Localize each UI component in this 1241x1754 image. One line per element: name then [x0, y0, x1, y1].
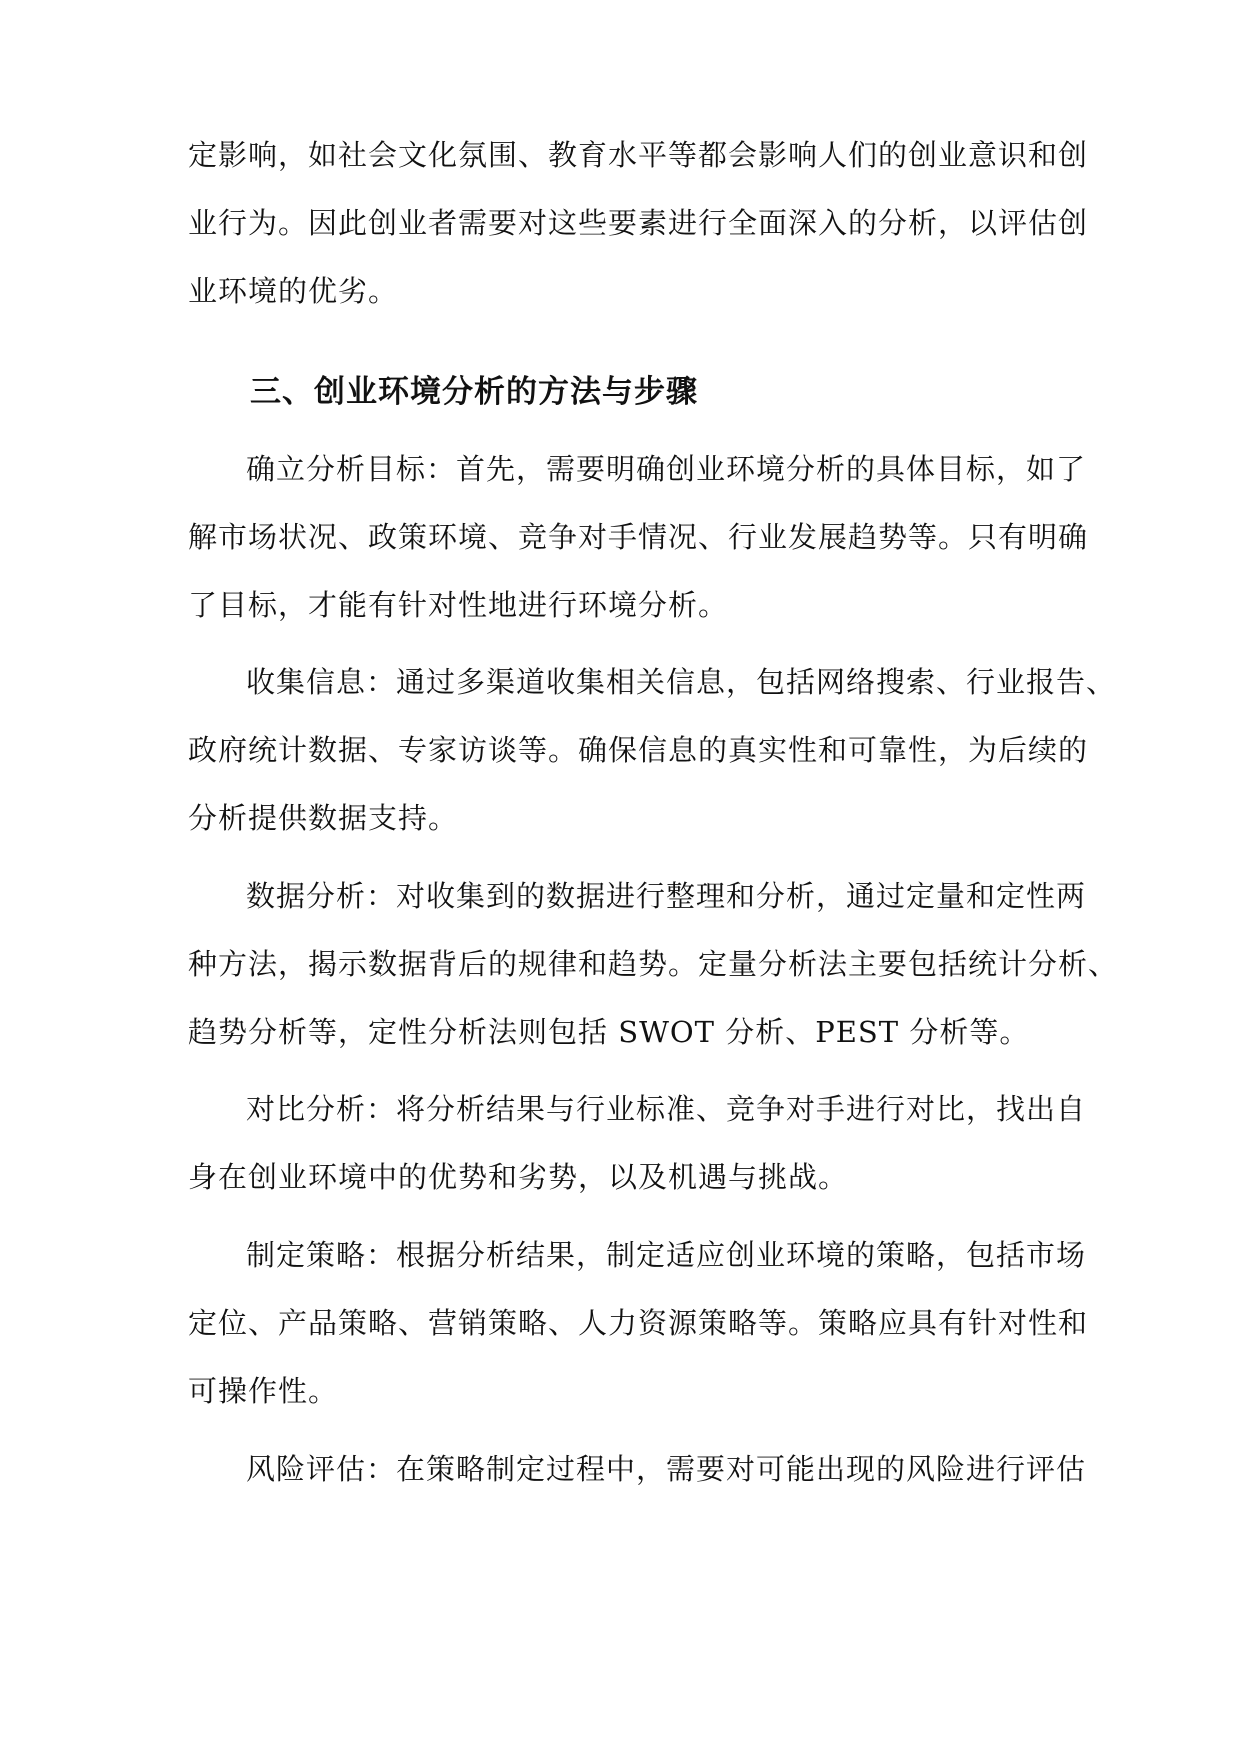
intro-line-1: 定影响，如社会文化氛围、教育水平等都会影响人们的创业意识和创	[188, 138, 1089, 172]
intro-line-3: 业环境的优劣。	[188, 274, 399, 308]
paragraph-goal-line-2: 解市场状况、政策环境、竞争对手情况、行业发展趋势等。只有明确	[188, 520, 1089, 554]
paragraph-strategy-line-2: 定位、产品策略、营销策略、人力资源策略等。策略应具有针对性和	[188, 1306, 1089, 1340]
paragraph-collect-line-3: 分析提供数据支持。	[188, 801, 459, 835]
paragraph-compare-line-1: 对比分析：将分析结果与行业标准、竞争对手进行对比，找出自	[246, 1092, 1087, 1126]
paragraph-strategy-line-3: 可操作性。	[188, 1374, 339, 1408]
paragraph-goal-line-3: 了目标，才能有针对性地进行环境分析。	[188, 588, 729, 622]
paragraph-goal-line-1: 确立分析目标：首先，需要明确创业环境分析的具体目标，如了	[246, 452, 1087, 486]
paragraph-collect-line-2: 政府统计数据、专家访谈等。确保信息的真实性和可靠性，为后续的	[188, 733, 1089, 767]
paragraph-strategy-line-1: 制定策略：根据分析结果，制定适应创业环境的策略，包括市场	[246, 1238, 1087, 1272]
paragraph-data-line-3: 趋势分析等，定性分析法则包括 SWOT 分析、PEST 分析等。	[188, 1015, 1030, 1049]
section-heading: 三、创业环境分析的方法与步骤	[250, 374, 698, 410]
paragraph-compare-line-2: 身在创业环境中的优势和劣势，以及机遇与挑战。	[188, 1160, 849, 1194]
paragraph-risk-line-1: 风险评估：在策略制定过程中，需要对可能出现的风险进行评估	[246, 1452, 1087, 1486]
paragraph-collect-line-1: 收集信息：通过多渠道收集相关信息，包括网络搜索、行业报告、	[246, 665, 1117, 699]
intro-line-2: 业行为。因此创业者需要对这些要素进行全面深入的分析，以评估创	[188, 206, 1089, 240]
paragraph-data-line-2: 种方法，揭示数据背后的规律和趋势。定量分析法主要包括统计分析、	[188, 947, 1119, 981]
paragraph-data-line-1: 数据分析：对收集到的数据进行整理和分析，通过定量和定性两	[246, 879, 1087, 913]
